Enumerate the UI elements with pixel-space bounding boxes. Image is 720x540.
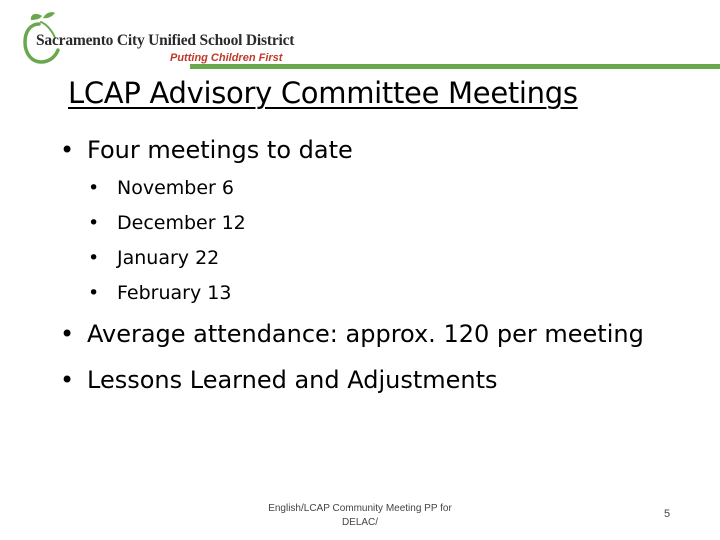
bullet-text: Lessons Learned and Adjustments (87, 366, 498, 394)
slide-title: LCAP Advisory Committee Meetings (68, 76, 578, 110)
bullet-dot: • (60, 366, 75, 394)
sub-bullet-item (88, 282, 231, 304)
sub-bullet-item (88, 247, 219, 269)
bullet-dot: • (88, 212, 100, 234)
bullet-dot: • (88, 247, 100, 269)
bullet-text: Average attendance: approx. 120 per meeting (87, 320, 644, 348)
bullet-dot: • (88, 177, 100, 199)
header-divider (190, 64, 720, 69)
page-number: 5 (664, 508, 671, 520)
bullet-item (60, 366, 498, 394)
footer-text: English/LCAP Community Meeting PP for DELAC/ (268, 503, 452, 528)
sub-bullet-text: February 13 (117, 282, 232, 304)
slide-header (0, 0, 720, 72)
bullet-text: Four meetings to date (87, 136, 353, 164)
sub-bullet-item (88, 212, 246, 234)
district-tagline: Putting Children First (170, 52, 283, 64)
sub-bullet-text: November 6 (117, 177, 234, 199)
bullet-dot: • (88, 282, 100, 304)
bullet-dot: • (60, 320, 75, 348)
sub-bullet-text: January 22 (117, 247, 220, 269)
bullet-item (60, 136, 353, 164)
bullet-dot: • (60, 136, 75, 164)
sub-bullet-item (88, 177, 234, 199)
bullet-item (60, 320, 644, 348)
district-logo (22, 8, 295, 66)
district-name: Sacramento City Unified School District (36, 32, 295, 49)
sub-bullet-text: December 12 (117, 212, 246, 234)
